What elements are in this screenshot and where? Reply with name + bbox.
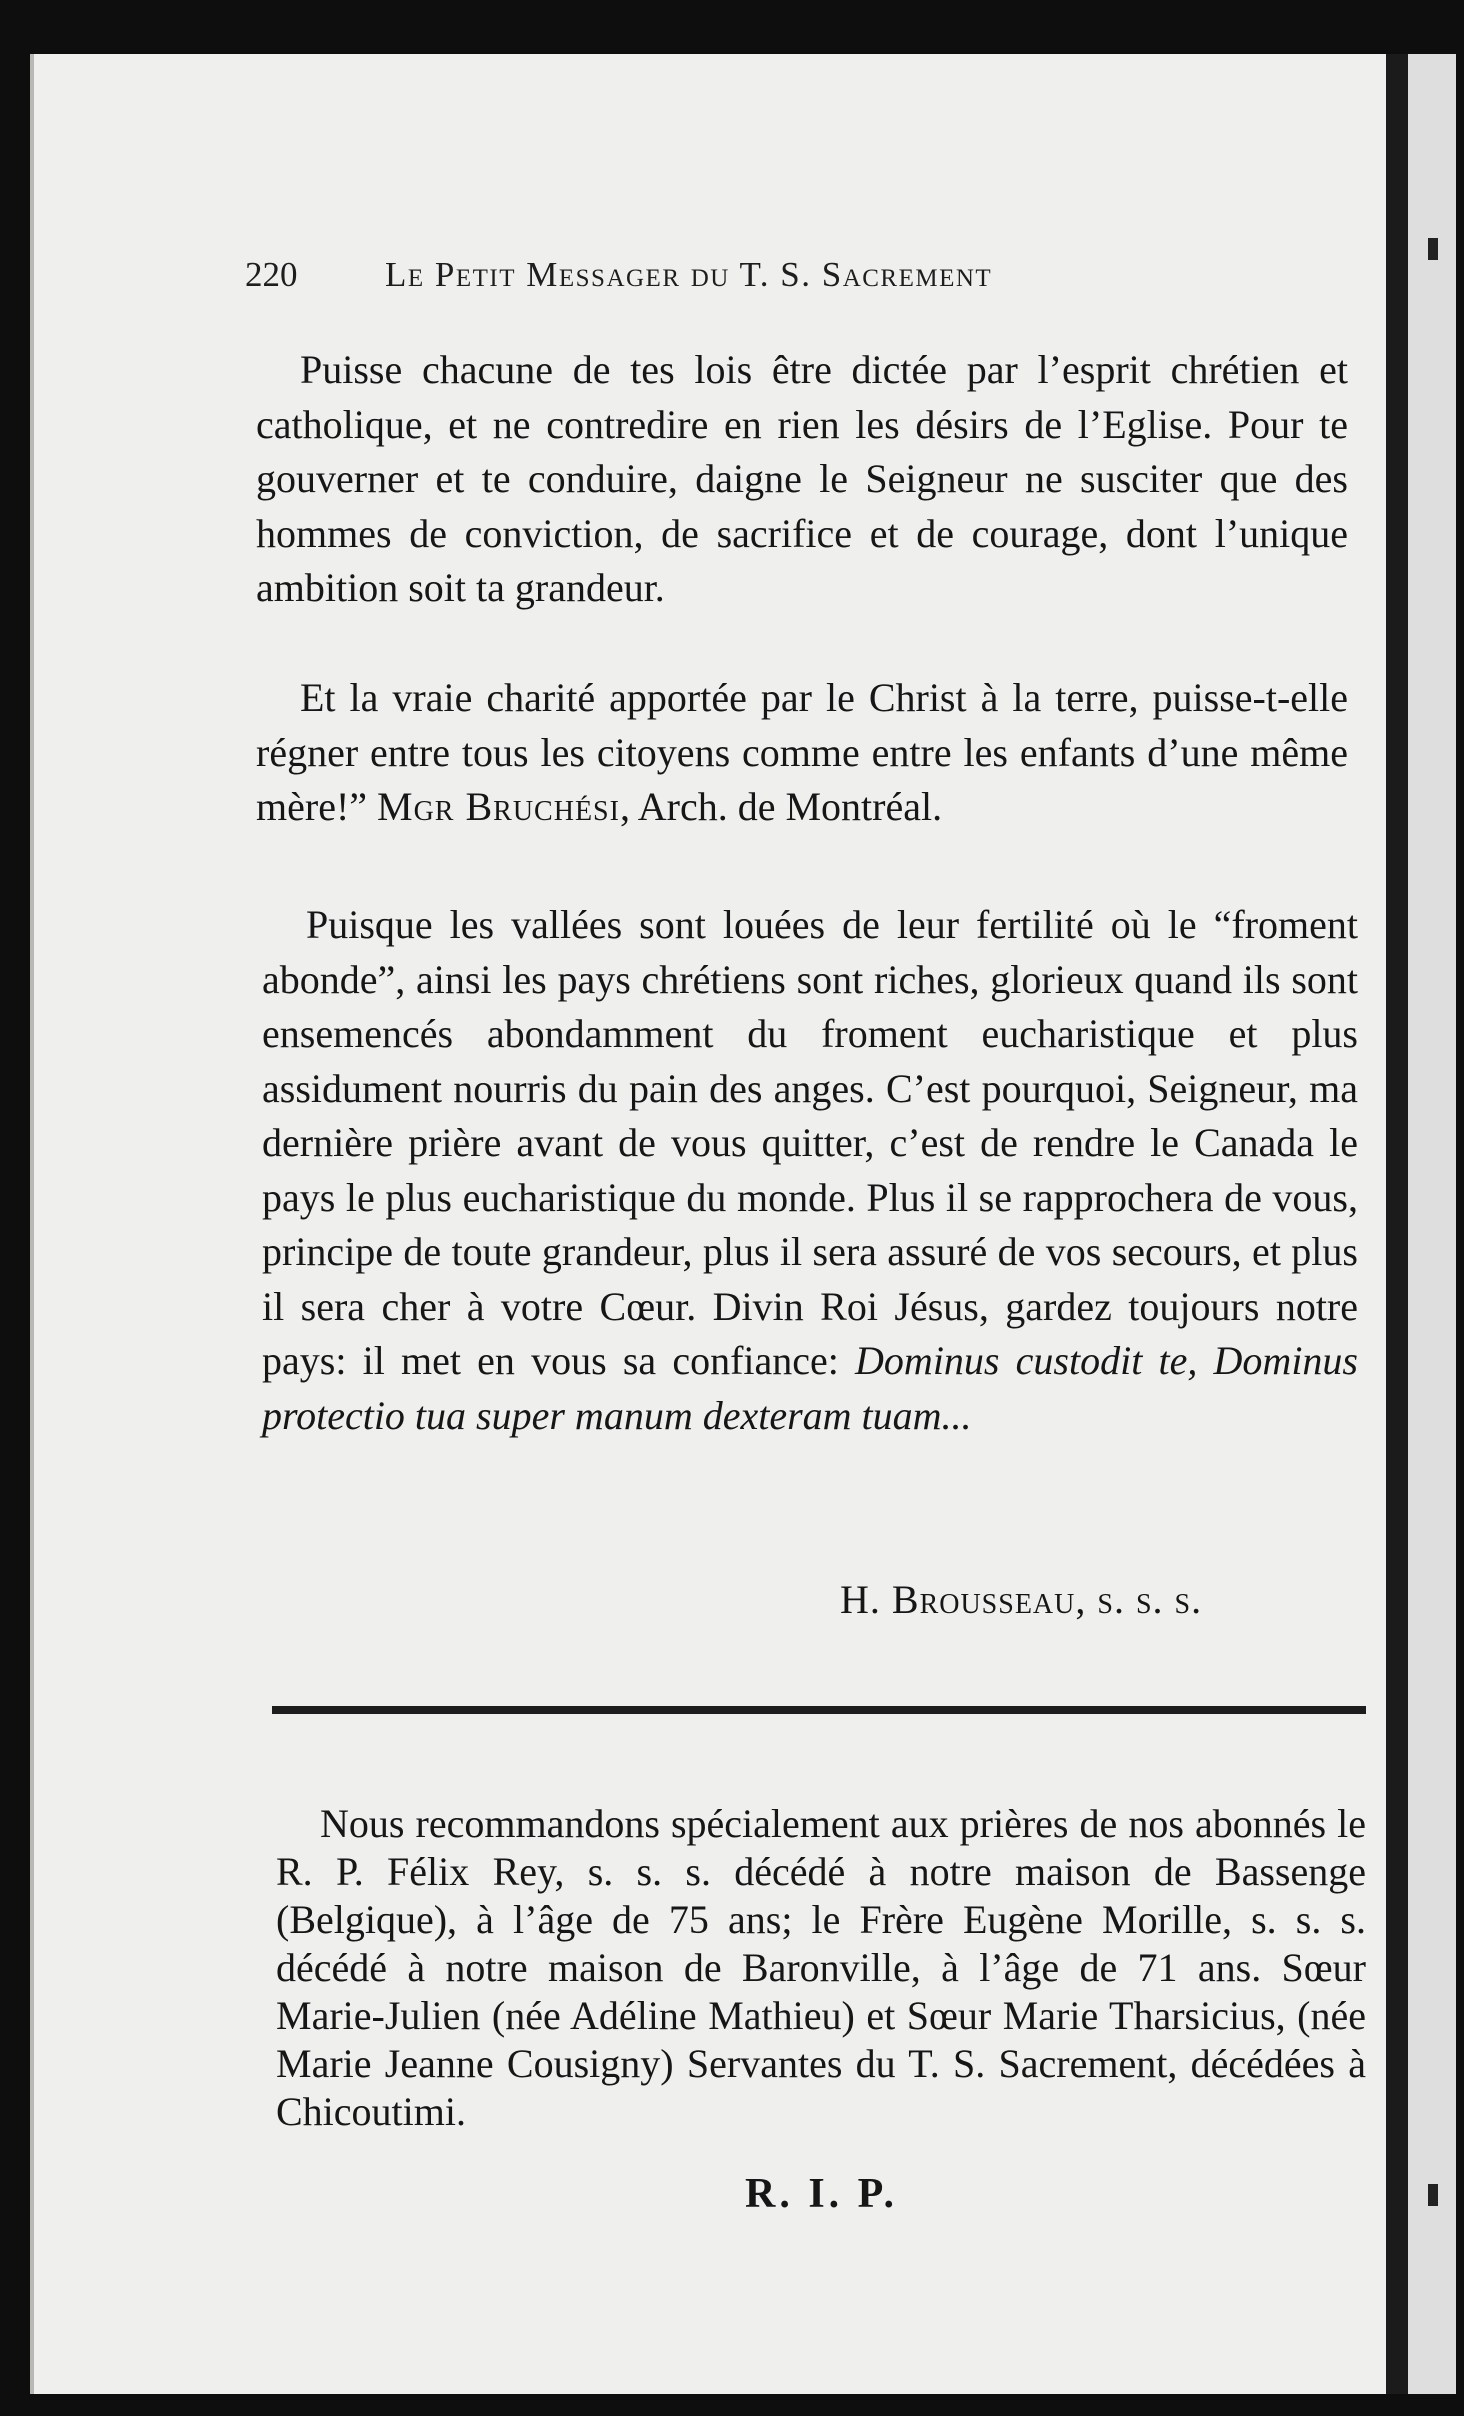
paragraph-eucharist (262, 898, 1358, 1443)
running-title: Le Petit Messager du T. S. Sacrement (385, 255, 993, 294)
author-title: , Arch. de Montréal. (619, 784, 943, 829)
paragraph-charity (256, 671, 1348, 835)
signature-name: H. Brousseau (840, 1577, 1076, 1622)
author-name: Mgr Bruchési (377, 784, 620, 829)
page-edge-mark (1428, 238, 1438, 260)
obituary-notice: Nous recommandons spécialement aux prières de nos abonnés le R. P. Félix Rey, s. s. s. décédé à notre maison de Bassenge (Belgique), à l’âge de 75 ans; le Frère Eugène Morille, s. s. s. décédé à notre maison de Baronville, à l’âge de 71 ans. Sœur Marie-Julien (née Adéline Mathieu) et Sœur Marie Tharsicius, (née Marie Jeanne Cousigny) Servantes du T. S. Sacrement, décédées à Chicoutimi. (276, 1801, 1366, 2134)
paragraph-eucharist-text: Puisque les vallées sont louées de leur fertilité où le “froment abonde”, ainsi les pays chrétiens sont riches, glorieux quand ils sont ensemencés abondamment du froment eucharistique et plus assidument nourris du pain des anges. C’est pourquoi, Seigneur, ma dernière prière avant de vous quitter, c’est de rendre le Canada le pays le plus eucharistique du monde. Plus il se rapprochera de vous, principe de toute grandeur, plus il sera assuré de vos secours, et plus il sera cher à votre Cœur. Divin Roi Jésus, gardez toujours notre pays: il met en vous sa confiance: (262, 902, 1358, 1383)
page-edge-mark (1428, 2184, 1438, 2206)
page-number: 220 (245, 255, 298, 294)
adjacent-page-edge (1408, 54, 1456, 2394)
latin-quote: Dominus custodit te, Dominus protectio tua super manum dexteram tuam... (262, 1338, 1358, 1438)
paragraph-prayer: Puisse chacune de tes lois être dictée par l’esprit chrétien et catholique, et ne contredire en rien les désirs de l’Eglise. Pour te gouverner et te conduire, daigne le Seigneur ne susciter que des hommes de conviction, de sacrifice et de courage, dont l’unique ambition soit ta grandeur. (256, 347, 1348, 610)
page-gutter-shadow (1386, 54, 1408, 2394)
closing-rip: R. I. P. (745, 2171, 898, 2217)
signature-order: , s. s. s. (1075, 1577, 1203, 1622)
divider-rule (272, 1706, 1366, 1714)
paragraph-charity-text: Et la vraie charité apportée par le Christ à la terre, puisse-t-elle régner entre tous les citoyens comme entre les enfants d’une même mère!” (256, 675, 1348, 829)
running-header (245, 255, 1205, 295)
signature (840, 1576, 1202, 1623)
